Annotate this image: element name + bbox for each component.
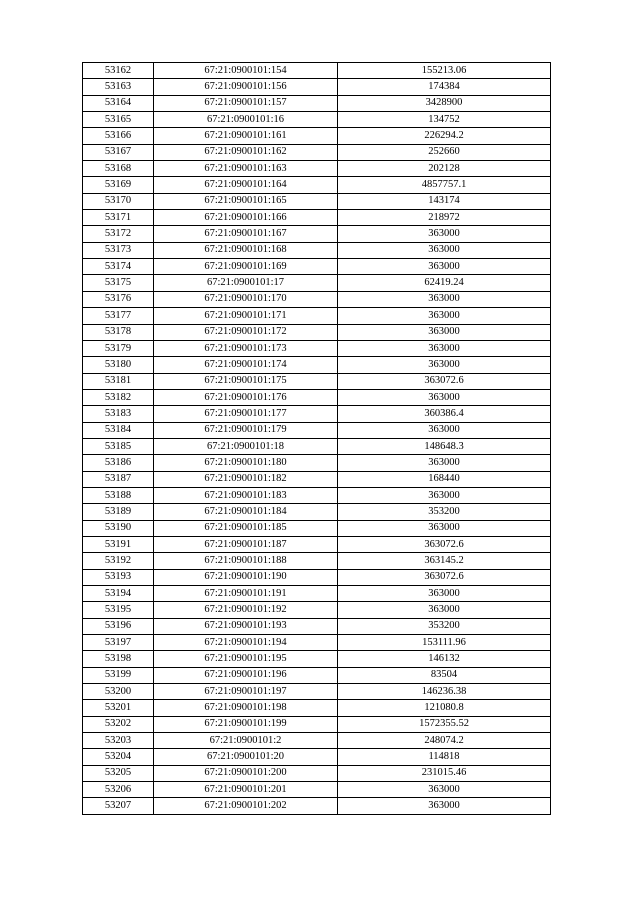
value-cell: 363000 xyxy=(338,226,551,242)
table-row xyxy=(83,259,551,275)
table-row xyxy=(83,733,551,749)
cadastral-number-cell: 67:21:0900101:173 xyxy=(154,340,338,356)
table-row xyxy=(83,226,551,242)
row-number-cell: 53196 xyxy=(83,618,154,634)
value-cell: 168440 xyxy=(338,471,551,487)
row-number-cell: 53184 xyxy=(83,422,154,438)
cadastral-number-cell: 67:21:0900101:2 xyxy=(154,733,338,749)
table-row xyxy=(83,422,551,438)
cadastral-number-cell: 67:21:0900101:176 xyxy=(154,389,338,405)
table-row xyxy=(83,684,551,700)
table-row xyxy=(83,716,551,732)
value-cell: 363000 xyxy=(338,308,551,324)
value-cell: 363000 xyxy=(338,520,551,536)
row-number-cell: 53192 xyxy=(83,553,154,569)
value-cell: 353200 xyxy=(338,618,551,634)
value-cell: 248074.2 xyxy=(338,733,551,749)
table-row xyxy=(83,373,551,389)
table-row xyxy=(83,161,551,177)
cadastral-number-cell: 67:21:0900101:188 xyxy=(154,553,338,569)
value-cell: 363000 xyxy=(338,389,551,405)
table-row xyxy=(83,618,551,634)
table-row xyxy=(83,749,551,765)
cadastral-number-cell: 67:21:0900101:157 xyxy=(154,95,338,111)
cadastral-number-cell: 67:21:0900101:194 xyxy=(154,635,338,651)
row-number-cell: 53168 xyxy=(83,161,154,177)
cadastral-number-cell: 67:21:0900101:202 xyxy=(154,798,338,814)
value-cell: 363000 xyxy=(338,259,551,275)
cadastral-number-cell: 67:21:0900101:17 xyxy=(154,275,338,291)
table-row xyxy=(83,700,551,716)
value-cell: 363145.2 xyxy=(338,553,551,569)
cadastral-number-cell: 67:21:0900101:172 xyxy=(154,324,338,340)
table-row xyxy=(83,63,551,79)
row-number-cell: 53204 xyxy=(83,749,154,765)
cadastral-number-cell: 67:21:0900101:193 xyxy=(154,618,338,634)
value-cell: 363000 xyxy=(338,602,551,618)
value-cell: 360386.4 xyxy=(338,406,551,422)
row-number-cell: 53166 xyxy=(83,128,154,144)
cadastral-number-cell: 67:21:0900101:165 xyxy=(154,193,338,209)
row-number-cell: 53176 xyxy=(83,291,154,307)
cadastral-number-cell: 67:21:0900101:199 xyxy=(154,716,338,732)
table-row xyxy=(83,520,551,536)
data-table xyxy=(82,62,551,815)
row-number-cell: 53183 xyxy=(83,406,154,422)
cadastral-number-cell: 67:21:0900101:187 xyxy=(154,536,338,552)
row-number-cell: 53179 xyxy=(83,340,154,356)
value-cell: 363000 xyxy=(338,357,551,373)
row-number-cell: 53167 xyxy=(83,144,154,160)
value-cell: 363000 xyxy=(338,586,551,602)
cadastral-number-cell: 67:21:0900101:16 xyxy=(154,112,338,128)
value-cell: 363072.6 xyxy=(338,536,551,552)
value-cell: 146236.38 xyxy=(338,684,551,700)
value-cell: 155213.06 xyxy=(338,63,551,79)
table-row xyxy=(83,504,551,520)
table-row xyxy=(83,193,551,209)
table-row xyxy=(83,210,551,226)
table-row xyxy=(83,275,551,291)
table-row xyxy=(83,438,551,454)
value-cell: 148648.3 xyxy=(338,438,551,454)
table-row xyxy=(83,536,551,552)
cadastral-number-cell: 67:21:0900101:180 xyxy=(154,455,338,471)
table-row xyxy=(83,357,551,373)
row-number-cell: 53199 xyxy=(83,667,154,683)
row-number-cell: 53164 xyxy=(83,95,154,111)
cadastral-number-cell: 67:21:0900101:163 xyxy=(154,161,338,177)
table-row xyxy=(83,635,551,651)
value-cell: 146132 xyxy=(338,651,551,667)
table-row xyxy=(83,798,551,814)
cadastral-number-cell: 67:21:0900101:154 xyxy=(154,63,338,79)
cadastral-number-cell: 67:21:0900101:200 xyxy=(154,765,338,781)
cadastral-number-cell: 67:21:0900101:170 xyxy=(154,291,338,307)
row-number-cell: 53170 xyxy=(83,193,154,209)
row-number-cell: 53188 xyxy=(83,487,154,503)
cadastral-number-cell: 67:21:0900101:174 xyxy=(154,357,338,373)
row-number-cell: 53162 xyxy=(83,63,154,79)
value-cell: 143174 xyxy=(338,193,551,209)
row-number-cell: 53203 xyxy=(83,733,154,749)
cadastral-number-cell: 67:21:0900101:197 xyxy=(154,684,338,700)
table-row xyxy=(83,340,551,356)
table-row xyxy=(83,553,551,569)
value-cell: 363000 xyxy=(338,422,551,438)
table-row xyxy=(83,455,551,471)
table-row xyxy=(83,128,551,144)
value-cell: 3428900 xyxy=(338,95,551,111)
value-cell: 83504 xyxy=(338,667,551,683)
cadastral-number-cell: 67:21:0900101:18 xyxy=(154,438,338,454)
value-cell: 353200 xyxy=(338,504,551,520)
cadastral-number-cell: 67:21:0900101:164 xyxy=(154,177,338,193)
table-row xyxy=(83,112,551,128)
row-number-cell: 53190 xyxy=(83,520,154,536)
row-number-cell: 53185 xyxy=(83,438,154,454)
value-cell: 153111.96 xyxy=(338,635,551,651)
row-number-cell: 53200 xyxy=(83,684,154,700)
row-number-cell: 53171 xyxy=(83,210,154,226)
row-number-cell: 53174 xyxy=(83,259,154,275)
value-cell: 363000 xyxy=(338,782,551,798)
table-row xyxy=(83,569,551,585)
value-cell: 363072.6 xyxy=(338,373,551,389)
value-cell: 1572355.52 xyxy=(338,716,551,732)
value-cell: 363000 xyxy=(338,291,551,307)
value-cell: 363000 xyxy=(338,487,551,503)
value-cell: 114818 xyxy=(338,749,551,765)
value-cell: 363000 xyxy=(338,324,551,340)
table-row xyxy=(83,602,551,618)
cadastral-number-cell: 67:21:0900101:192 xyxy=(154,602,338,618)
row-number-cell: 53180 xyxy=(83,357,154,373)
cadastral-number-cell: 67:21:0900101:171 xyxy=(154,308,338,324)
value-cell: 363000 xyxy=(338,242,551,258)
cadastral-number-cell: 67:21:0900101:196 xyxy=(154,667,338,683)
row-number-cell: 53197 xyxy=(83,635,154,651)
cadastral-number-cell: 67:21:0900101:177 xyxy=(154,406,338,422)
table-row xyxy=(83,406,551,422)
row-number-cell: 53207 xyxy=(83,798,154,814)
cadastral-number-cell: 67:21:0900101:175 xyxy=(154,373,338,389)
table-row xyxy=(83,324,551,340)
row-number-cell: 53163 xyxy=(83,79,154,95)
table-row xyxy=(83,291,551,307)
cadastral-number-cell: 67:21:0900101:184 xyxy=(154,504,338,520)
row-number-cell: 53189 xyxy=(83,504,154,520)
cadastral-number-cell: 67:21:0900101:182 xyxy=(154,471,338,487)
row-number-cell: 53193 xyxy=(83,569,154,585)
value-cell: 202128 xyxy=(338,161,551,177)
row-number-cell: 53173 xyxy=(83,242,154,258)
row-number-cell: 53194 xyxy=(83,586,154,602)
cadastral-number-cell: 67:21:0900101:190 xyxy=(154,569,338,585)
value-cell: 231015.46 xyxy=(338,765,551,781)
table-row xyxy=(83,144,551,160)
row-number-cell: 53165 xyxy=(83,112,154,128)
table-row xyxy=(83,667,551,683)
cadastral-number-cell: 67:21:0900101:195 xyxy=(154,651,338,667)
value-cell: 174384 xyxy=(338,79,551,95)
row-number-cell: 53191 xyxy=(83,536,154,552)
value-cell: 218972 xyxy=(338,210,551,226)
row-number-cell: 53205 xyxy=(83,765,154,781)
value-cell: 363000 xyxy=(338,798,551,814)
value-cell: 121080.8 xyxy=(338,700,551,716)
cadastral-number-cell: 67:21:0900101:183 xyxy=(154,487,338,503)
value-cell: 62419.24 xyxy=(338,275,551,291)
table-row xyxy=(83,79,551,95)
table-row xyxy=(83,651,551,667)
cadastral-number-cell: 67:21:0900101:20 xyxy=(154,749,338,765)
table-row xyxy=(83,765,551,781)
row-number-cell: 53177 xyxy=(83,308,154,324)
table-row xyxy=(83,177,551,193)
table-row xyxy=(83,471,551,487)
row-number-cell: 53172 xyxy=(83,226,154,242)
table-row xyxy=(83,389,551,405)
row-number-cell: 53182 xyxy=(83,389,154,405)
cadastral-number-cell: 67:21:0900101:156 xyxy=(154,79,338,95)
cadastral-number-cell: 67:21:0900101:198 xyxy=(154,700,338,716)
row-number-cell: 53175 xyxy=(83,275,154,291)
table-row xyxy=(83,586,551,602)
row-number-cell: 53202 xyxy=(83,716,154,732)
value-cell: 363000 xyxy=(338,340,551,356)
table-row xyxy=(83,242,551,258)
cadastral-number-cell: 67:21:0900101:169 xyxy=(154,259,338,275)
table-row xyxy=(83,487,551,503)
cadastral-number-cell: 67:21:0900101:166 xyxy=(154,210,338,226)
table-row xyxy=(83,95,551,111)
value-cell: 363072.6 xyxy=(338,569,551,585)
cadastral-number-cell: 67:21:0900101:162 xyxy=(154,144,338,160)
cadastral-number-cell: 67:21:0900101:161 xyxy=(154,128,338,144)
cadastral-number-cell: 67:21:0900101:168 xyxy=(154,242,338,258)
value-cell: 134752 xyxy=(338,112,551,128)
cadastral-number-cell: 67:21:0900101:167 xyxy=(154,226,338,242)
table-body xyxy=(83,63,551,815)
value-cell: 363000 xyxy=(338,455,551,471)
row-number-cell: 53169 xyxy=(83,177,154,193)
cadastral-number-cell: 67:21:0900101:201 xyxy=(154,782,338,798)
row-number-cell: 53198 xyxy=(83,651,154,667)
row-number-cell: 53187 xyxy=(83,471,154,487)
cadastral-number-cell: 67:21:0900101:185 xyxy=(154,520,338,536)
row-number-cell: 53195 xyxy=(83,602,154,618)
row-number-cell: 53181 xyxy=(83,373,154,389)
value-cell: 226294.2 xyxy=(338,128,551,144)
cadastral-number-cell: 67:21:0900101:179 xyxy=(154,422,338,438)
table-row xyxy=(83,308,551,324)
value-cell: 252660 xyxy=(338,144,551,160)
row-number-cell: 53178 xyxy=(83,324,154,340)
row-number-cell: 53186 xyxy=(83,455,154,471)
table-row xyxy=(83,782,551,798)
cadastral-number-cell: 67:21:0900101:191 xyxy=(154,586,338,602)
row-number-cell: 53206 xyxy=(83,782,154,798)
value-cell: 4857757.1 xyxy=(338,177,551,193)
row-number-cell: 53201 xyxy=(83,700,154,716)
